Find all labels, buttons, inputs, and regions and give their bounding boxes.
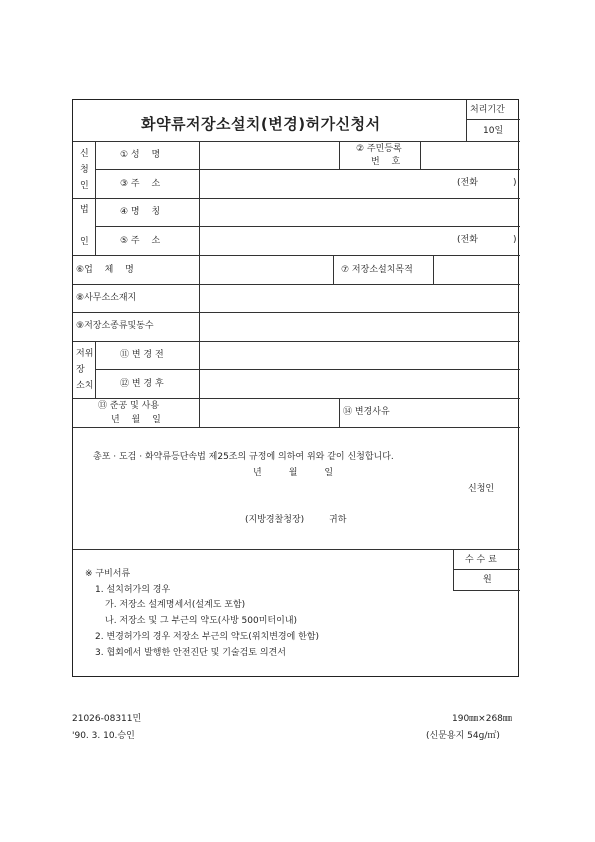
applicant-phone-open: (전화	[457, 178, 478, 188]
corporation-group-label-2: 인	[80, 237, 89, 247]
corporation-phone-close: )	[513, 235, 517, 245]
corporation-name-label: ④ 명 칭	[120, 207, 161, 217]
form-code: 21026-08311민	[72, 714, 142, 724]
document-item: 1. 설치허가의 경우	[95, 585, 171, 595]
document-item: 3. 협회에서 발행한 안전진단 및 기술검토 의견서	[95, 648, 286, 658]
documents-heading: ※ 구비서류	[85, 569, 131, 579]
applicant-group-label-2: 청	[80, 165, 89, 175]
fee-label: 수 수 료	[465, 555, 497, 565]
corporation-group-label-1: 법	[80, 205, 89, 215]
declaration-honorific: 귀하	[329, 515, 347, 525]
declaration-applicant: 신청인	[468, 484, 495, 494]
approval-date: '90. 3. 10.승인	[72, 731, 135, 741]
storage-location-label-1: 저위	[76, 349, 94, 359]
office-location-label: ⑧사무소소재지	[76, 293, 137, 303]
completion-date-label-1: ⑬ 준공 및 사용	[98, 401, 160, 411]
processing-period-value: 10일	[483, 126, 504, 136]
corporation-phone-open: (전화	[457, 235, 478, 245]
form-title: 화약류저장소설치(변경)허가신청서	[141, 115, 381, 133]
company-name-label: ⑥업 체 명	[76, 265, 134, 275]
paper-type: (신문용지 54g/㎡)	[426, 731, 500, 741]
corporation-address-label: ⑤ 주 소	[120, 236, 161, 246]
change-reason-label: ⑭ 변경사유	[343, 407, 390, 417]
applicant-phone-close: )	[513, 178, 517, 188]
applicant-name-label: ① 성 명	[120, 150, 161, 160]
fee-unit: 원	[483, 575, 492, 585]
declaration-date: 년 월 일	[253, 468, 334, 478]
document-item: 가. 저장소 설계명세서(설계도 포함)	[105, 600, 246, 610]
storage-location-label-3: 소치	[76, 381, 94, 391]
location-before-label: ⑪ 변 경 전	[120, 350, 164, 360]
document-item: 2. 변경허가의 경우 저장소 부근의 약도(위치변경에 한함)	[95, 632, 320, 642]
applicant-rrn-label-2: 번 호	[371, 157, 401, 167]
storage-purpose-label: ⑦ 저장소설치목적	[341, 265, 413, 275]
completion-date-label-2: 년 월 일	[111, 415, 161, 425]
applicant-group-label-1: 신	[80, 149, 89, 159]
storage-type-label: ⑨저장소종류및동수	[76, 321, 154, 331]
applicant-group-label-3: 인	[80, 181, 89, 191]
applicant-rrn-label-1: ② 주민등록	[356, 144, 402, 154]
declaration-recipient: (지방경찰청장)	[245, 515, 305, 525]
location-after-label: ⑫ 변 경 후	[120, 379, 164, 389]
applicant-address-label: ③ 주 소	[120, 179, 161, 189]
declaration-text: 총포 · 도검 · 화약류등단속법 제25조의 규정에 의하여 위와 같이 신청합니다.	[93, 452, 394, 462]
document-item: 나. 저장소 및 그 부근의 약도(사방 500미터이내)	[105, 616, 298, 626]
paper-size: 190㎜×268㎜	[452, 714, 512, 724]
storage-location-label-2: 장	[76, 365, 85, 375]
processing-period-label: 처리기간	[470, 105, 505, 115]
application-form	[72, 99, 519, 677]
